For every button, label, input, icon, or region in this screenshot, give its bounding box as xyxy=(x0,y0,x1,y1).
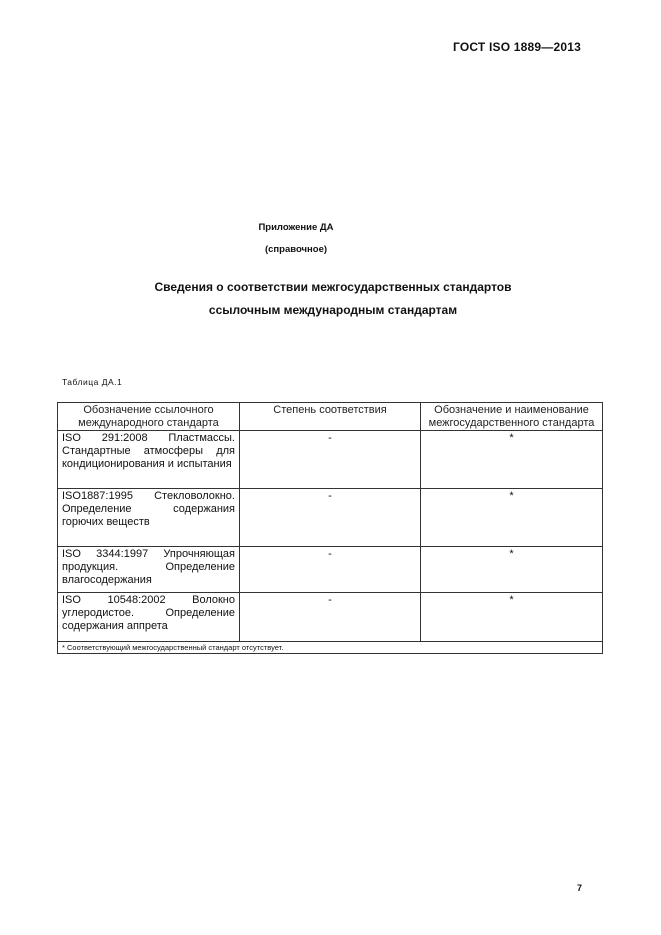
table-row xyxy=(58,547,603,593)
section-heading-line-1: Сведения о соответствии межгосударственных стандартов xyxy=(154,280,512,294)
table-row xyxy=(58,593,603,642)
cell-interstate: * xyxy=(421,489,603,547)
column-header-interstate: Обозначение и наименование межгосударственного стандарта xyxy=(421,403,603,431)
column-header-degree: Степень соответствия xyxy=(240,403,421,431)
page-header-standard-code: ГОСТ ISO 1889—2013 xyxy=(452,40,581,54)
page-number: 7 xyxy=(577,883,583,893)
cell-reference xyxy=(58,593,240,642)
cell-reference-text: ISO 3344:1997 Упрочняющая продукция. Определение влагосодержания xyxy=(62,548,235,586)
cell-degree: - xyxy=(240,593,421,642)
table-footnote-row xyxy=(58,642,603,654)
cell-degree: - xyxy=(240,489,421,547)
table-header-row xyxy=(58,403,603,431)
cell-reference xyxy=(58,431,240,489)
cell-degree: - xyxy=(240,431,421,489)
appendix-note: (справочное) xyxy=(264,244,328,255)
table-row xyxy=(58,431,603,489)
column-header-reference: Обозначение ссылочного международного стандарта xyxy=(58,403,240,431)
cell-degree: - xyxy=(240,547,421,593)
table-row xyxy=(58,489,603,547)
appendix-title: Приложение ДА xyxy=(258,222,334,233)
table-footnote: * Соответствующий межгосударственный стандарт отсутствует. xyxy=(58,642,603,654)
cell-interstate: * xyxy=(421,431,603,489)
cell-reference xyxy=(58,547,240,593)
cell-interstate: * xyxy=(421,593,603,642)
cell-reference xyxy=(58,489,240,547)
cell-reference-text: ISO1887:1995 Стекловолокно. Определение содержания горючих веществ xyxy=(62,490,235,528)
section-heading-line-2: ссылочным международным стандартам xyxy=(208,303,458,317)
correspondence-table xyxy=(57,402,603,654)
table-label: Таблица ДА.1 xyxy=(62,377,123,387)
cell-reference-text: ISO 10548:2002 Волокно углеродистое. Определение содержания аппрета xyxy=(62,594,235,632)
cell-reference-text: ISO 291:2008 Пластмассы. Стандартные атмосферы для кондиционирования и испытания xyxy=(62,432,235,470)
section-heading xyxy=(0,276,661,322)
cell-interstate: * xyxy=(421,547,603,593)
